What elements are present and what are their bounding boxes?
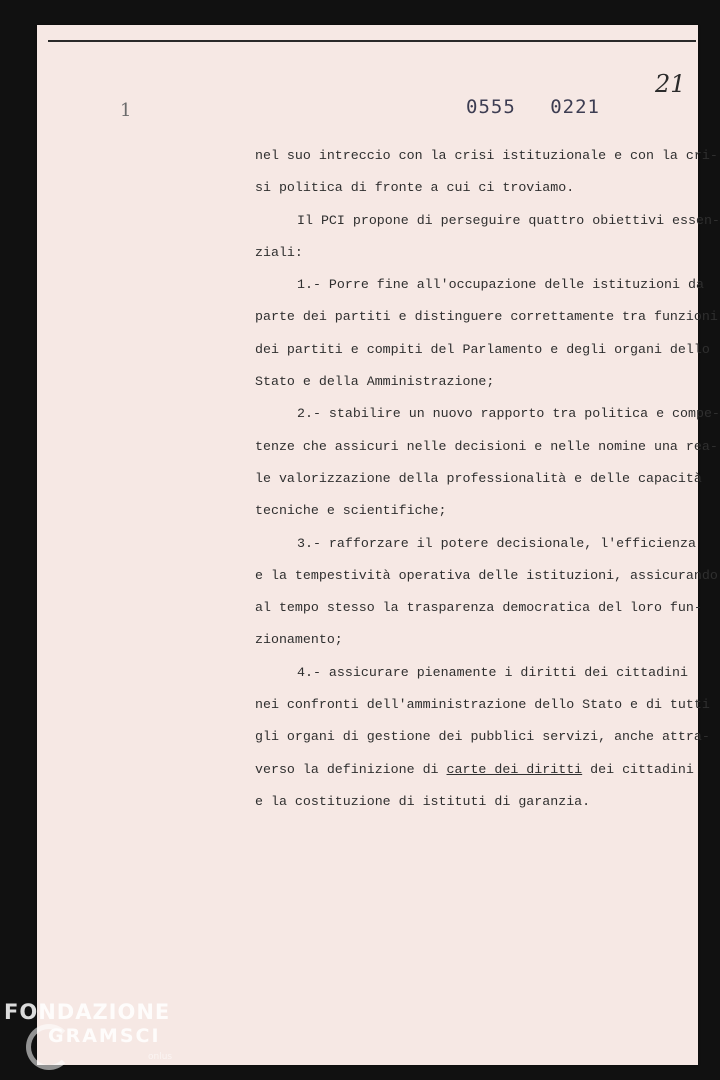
text-line: tecniche e scientifiche; [255, 503, 447, 519]
list-item-4-start: 4.- assicurare pienamente i diritti dei cittadini [297, 664, 688, 680]
text-line: parte dei partiti e distinguere correttamente tra funzioni [255, 309, 718, 325]
corner-pencil-mark: 1 [120, 100, 132, 121]
text-line: e la costituzione di istituti di garanzia. [255, 793, 591, 809]
text-line: zionamento; [255, 632, 343, 648]
text-line: ziali: [255, 244, 303, 260]
underlined-phrase: carte dei diritti [446, 761, 583, 777]
text-line: e la tempestività operativa delle istituzioni, assicurando [255, 567, 718, 583]
watermark-line1: FONDAZIONE [4, 1000, 171, 1024]
text-segment: dei cittadini [582, 761, 694, 777]
text-line: tenze che assicuri nelle decisioni e nelle nomine una rea- [255, 438, 718, 454]
text-line: le valorizzazione della professionalità e delle capacità [255, 470, 702, 486]
list-item-2-start: 2.- stabilire un nuovo rapporto tra politica e compe- [297, 406, 720, 422]
watermark-suffix: onlus [148, 1052, 173, 1062]
archive-number: 0555 0221 [466, 96, 600, 118]
watermark-line2: GRAMSCI [48, 1025, 161, 1047]
text-line: Stato e della Amministrazione; [255, 374, 495, 390]
list-item-1-start: 1.- Porre fine all'occupazione delle istituzioni da [297, 277, 704, 293]
handwritten-folio-number: 21 [655, 70, 686, 98]
document-body [255, 142, 720, 820]
text-line-with-underline [255, 756, 694, 788]
text-line: al tempo stesso la trasparenza democratica del loro fun- [255, 600, 702, 616]
list-item-3-start: 3.- rafforzare il potere decisionale, l'efficienza [297, 535, 696, 551]
text-line: dei partiti e compiti del Parlamento e degli organi dello [255, 341, 710, 357]
text-line: gli organi di gestione dei pubblici servizi, anche attra- [255, 729, 710, 745]
text-segment: verso la definizione di [255, 761, 447, 777]
text-line: nei confronti dell'amministrazione dello Stato e di tutti [255, 697, 710, 713]
text-line: nel suo intreccio con la crisi istituzionale e con la cri- [255, 148, 718, 163]
top-rule [48, 40, 696, 42]
watermark [4, 1000, 170, 1048]
paragraph-start-line: Il PCI propone di perseguire quattro obiettivi essen- [297, 212, 720, 228]
text-line: si politica di fronte a cui ci troviamo. [255, 180, 575, 196]
